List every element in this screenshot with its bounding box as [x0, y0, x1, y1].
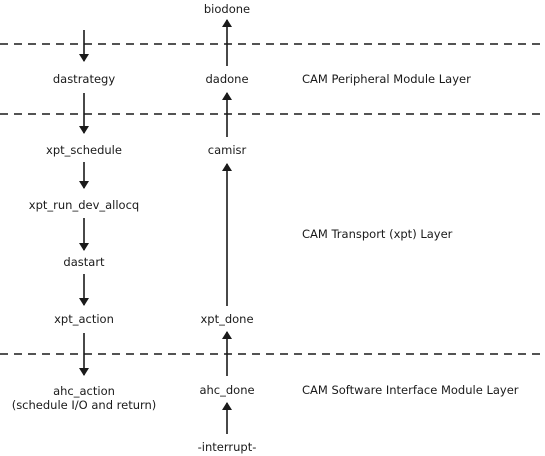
node-xpt-action: xpt_action [54, 312, 114, 326]
node-camisr: camisr [207, 143, 247, 157]
node-interrupt: -interrupt- [197, 440, 257, 454]
node-biodone: biodone [203, 2, 251, 16]
layer-label-transport: CAM Transport (xpt) Layer [302, 227, 453, 241]
node-ahc-action [12, 384, 157, 412]
node-ahc-done: ahc_done [199, 383, 255, 397]
node-xpt-done: xpt_done [200, 312, 254, 326]
node-ahc-action-label: ahc_action [53, 384, 115, 398]
node-xpt-schedule: xpt_schedule [46, 143, 122, 157]
node-dadone: dadone [205, 72, 249, 86]
layer-label-sim: CAM Software Interface Module Layer [302, 383, 519, 397]
node-ahc-action-note: (schedule I/O and return) [11, 398, 157, 412]
layer-label-peripheral: CAM Peripheral Module Layer [302, 72, 471, 86]
node-dastart: dastart [63, 255, 105, 269]
node-dastrategy: dastrategy [52, 72, 116, 86]
node-xpt-run-dev-allocq: xpt_run_dev_allocq [28, 198, 140, 212]
